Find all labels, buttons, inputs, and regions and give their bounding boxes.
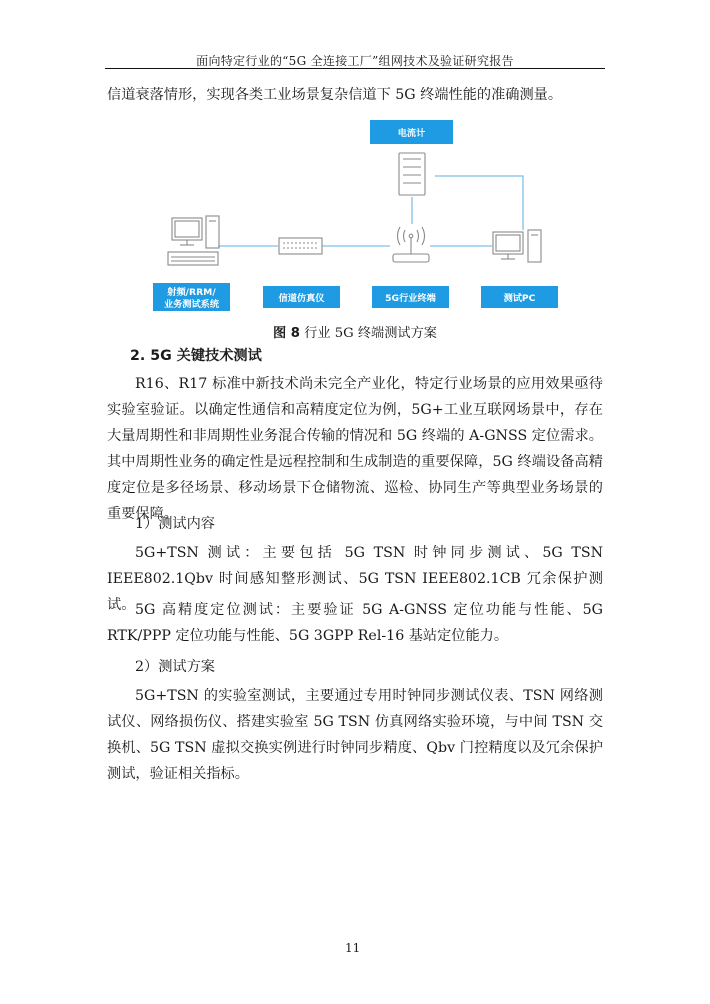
test-scheme-diagram — [150, 112, 570, 317]
figure-caption-text: 行业 5G 终端测试方案 — [304, 326, 437, 341]
channel-emulator-label: 信道仿真仪 — [278, 293, 325, 304]
test-pc-label: 测试PC — [503, 293, 536, 304]
figure-number: 图 8 — [273, 326, 300, 341]
channel-emulator-icon — [279, 238, 322, 254]
rf-label-line1: 射频/RRM/ — [167, 287, 216, 298]
rf-test-system-box — [153, 283, 230, 311]
ammeter-device-icon — [399, 153, 425, 195]
intro-line: 信道衰落情形，实现各类工业场景复杂信道下 5G 终端性能的准确测量。 — [107, 87, 563, 103]
5g-terminal-icon — [393, 227, 429, 262]
rf-test-system-computer-icon — [168, 216, 219, 265]
running-header: 面向特定行业的“5G 全连接工厂”组网技术及验证研究报告 — [196, 54, 514, 68]
page-number: 11 — [345, 941, 361, 955]
paragraph-positioning-test: 5G 高精度定位测试：主要验证 5G A-GNSS 定位功能与性能、5G RTK/PPP 定位功能与性能、5G 3GPP Rel-16 基站定位能力。 — [107, 602, 603, 644]
test-pc-icon — [493, 230, 541, 262]
paragraph-lab-test: 5G+TSN 的实验室测试，主要通过专用时钟同步测试仪表、TSN 网络测试仪、网络损伤仪、搭建实验室 5G TSN 仿真网络实验环境，与中间 TSN 交换机、5G TSN 虚拟交换实例进行时钟同步精度、Qbv 门控精度以及冗余保护测试，验证相关指标。 — [107, 688, 603, 782]
figure-caption — [105, 322, 605, 341]
paragraph-tsn-test: 5G+TSN 测试：主要包括 5G TSN 时钟同步测试、5G TSN IEEE802.1Qbv 时间感知整形测试、5G TSN IEEE802.1CB 冗余保护测试。 — [107, 545, 603, 613]
terminal-label: 5G行业终端 — [385, 293, 436, 304]
ammeter-label: 电流计 — [397, 128, 426, 139]
ammeter-box — [370, 120, 453, 144]
header-rule — [105, 68, 605, 69]
link-ammeter-pc — [435, 176, 523, 230]
subheading-test-scheme: 2）测试方案 — [135, 659, 215, 675]
paragraph-intro: R16、R17 标准中新技术尚未完全产业化，特定行业场景的应用效果亟待实验室验证。以确定性通信和高精度定位为例，5G+工业互联网场景中，存在大量周期性和非周期性业务混合传输的情况和 5G 终端的 A-GNSS 定位需求。其中周期性业务的确定性是远程控制和生成制造的重要保障，5G 终端设备高精度定位是多径场景、移动场景下仓储物流、巡检、协同生产等典型业务场景的重要保障。 — [107, 376, 603, 522]
channel-emulator-box — [263, 286, 340, 308]
subheading-test-content: 1）测试内容 — [135, 516, 215, 532]
test-pc-box — [481, 286, 558, 308]
rf-label-line2: 业务测试系统 — [163, 299, 220, 310]
terminal-box — [372, 286, 449, 308]
section-heading: 2. 5G 关键技术测试 — [130, 348, 262, 364]
